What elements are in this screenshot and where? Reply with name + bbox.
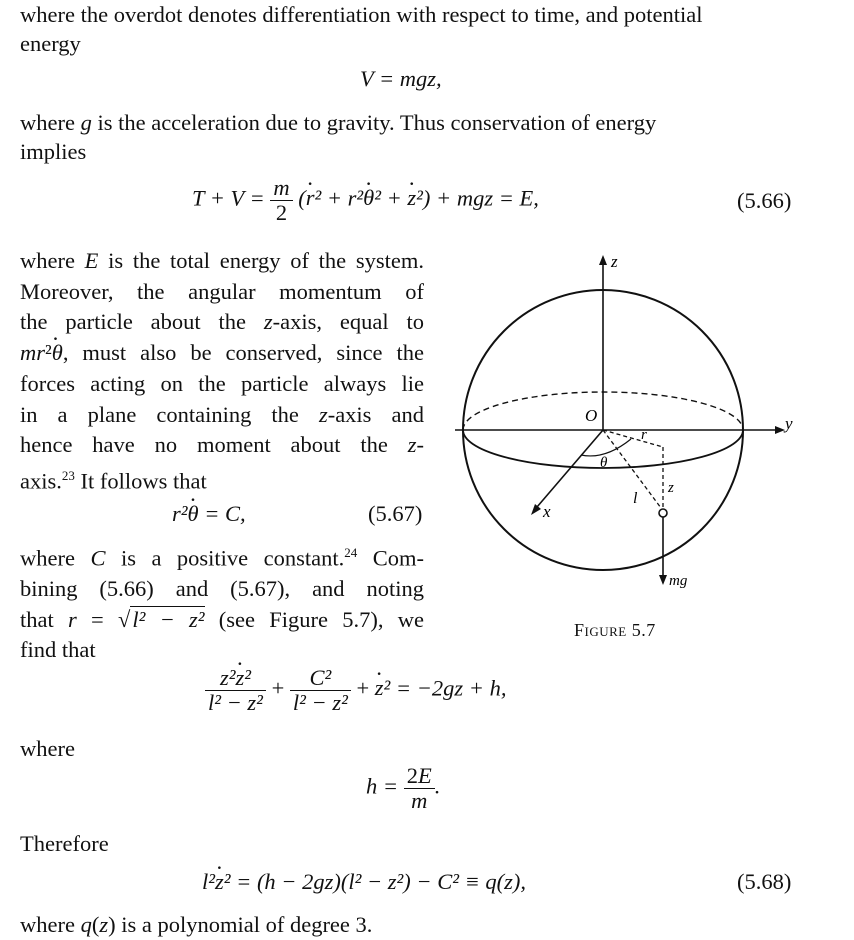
label-z-drop: z [668,480,674,496]
polynomial-equation: l²· z² = (h − 2gz)(l² − z²) − C² ≡ q(z), [202,869,526,895]
left-line-8: axis.$^{23}$ It follows that [20,467,207,494]
left-line-7: hence have no moment about the z- [20,432,424,458]
rod-line [603,430,661,508]
intro-line-2: energy [20,31,81,56]
left-column-paragraph-2 [20,538,424,666]
equation-number-5-66: (5.66) [737,188,792,213]
energy-conservation-equation: T + V = $\frac{m}{2}$ (· r² + r²· θ² + · z²) + mgz = E, [192,176,539,224]
left-line-6: in a plane containing the z-axis and [20,401,424,427]
left-line-1: where E is the total energy of the system. [20,248,424,273]
x-axis-arrow [531,504,541,515]
left-line-5: forces acting on the particle always lie [20,370,424,396]
equation-number-5-68: (5.68) [737,869,792,894]
gravity-force-arrow [659,575,667,585]
figure-5-7-sphere [455,245,800,605]
label-y-axis: y [785,414,793,433]
intro-line-1: where the overdot denotes differentiation with respect to time, and potential [20,2,703,27]
combined-equation: $\frac{\text{z²· z²}}{\text{l² − z²}}$ + $\frac{\text{C²}}{\text{l² − z²}}$ + · z² = −2gz + h, [205,666,506,714]
left2-line-3: that r = √l² − z² (see Figure 5.7), we [20,606,424,632]
where-label: where [20,736,75,761]
z-axis-arrow [599,255,607,265]
equation-number-5-67: (5.67) [368,501,423,526]
figure-caption: Figure 5.7 [574,620,656,640]
left2-line-1: where C is a positive constant.$^{24}$ Com- [20,545,424,571]
particle [659,509,667,517]
label-r: r [641,427,647,443]
label-origin: O [585,406,598,425]
left-column-paragraph [20,246,424,497]
label-mg: mg [669,573,688,589]
gravity-line-1: where g is the acceleration due to gravity. Thus conservation of energy [20,110,657,135]
label-x-axis: x [543,502,551,521]
y-axis-arrow [775,426,785,434]
left-line-3: the particle about the z-axis, equal to [20,309,424,335]
therefore-label: Therefore [20,831,109,856]
potential-energy-equation: V = mgz, [360,66,442,91]
left2-line-2: bining (5.66) and (5.67), and noting [20,576,424,601]
label-theta: θ [600,455,608,471]
left-line-2: Moreover, the angular momentum of [20,278,424,304]
r-projection-line [603,430,663,447]
left2-line-4: find that [20,637,96,662]
closing-line: where q(z) is a polynomial of degree 3. [20,912,373,937]
angular-momentum-equation: r²· θ = C, [172,501,246,527]
gravity-line-2: implies [20,139,87,164]
h-definition: h = $\frac{2E}{m}$ . [366,763,441,813]
label-z-axis: z [611,252,618,271]
label-l: l [633,490,638,507]
left-line-4: mr²· θ, must also be conserved, since the [20,338,424,369]
